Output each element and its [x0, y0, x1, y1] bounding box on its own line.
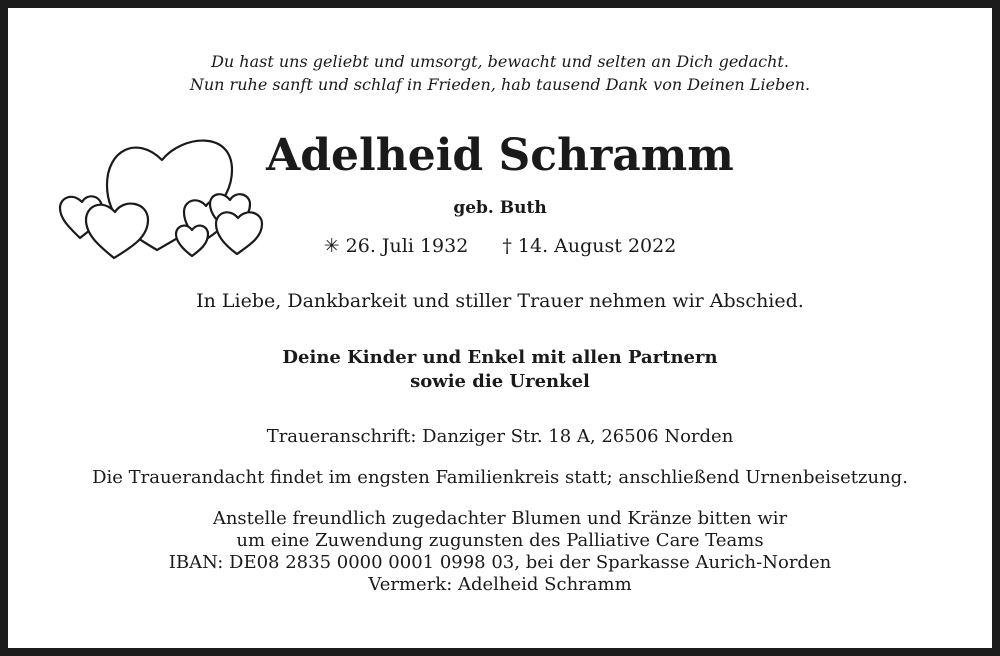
- poem: [0, 50, 1000, 96]
- service-info: Die Trauerandacht findet im engsten Familienkreis statt; anschließend Urnenbeisetzung.: [92, 467, 908, 488]
- donation-line-3: IBAN: DE08 2835 0000 0001 0998 03, bei der Sparkasse Aurich-Norden: [168, 552, 832, 573]
- donation-request: [0, 508, 1000, 596]
- poem-line-1: Du hast uns geliebt und umsorgt, bewacht und selten an Dich gedacht.: [211, 52, 789, 71]
- donation-line-1: Anstelle freundlich zugedachter Blumen und Kränze bitten wir: [212, 508, 788, 529]
- mourners: [0, 346, 1000, 394]
- mourners-line-2: sowie die Urenkel: [410, 371, 590, 392]
- poem-line-2: Nun ruhe sanft und schlaf in Frieden, hab tausend Dank von Deinen Lieben.: [189, 75, 811, 94]
- death-date: † 14. August 2022: [502, 235, 677, 257]
- donation-line-2: um eine Zuwendung zugunsten des Palliative Care Teams: [236, 530, 764, 551]
- mourners-line-1: Deine Kinder und Enkel mit allen Partnern: [282, 347, 718, 368]
- maiden-name: geb. Buth: [453, 198, 547, 218]
- birth-date: ✳ 26. Juli 1932: [323, 235, 469, 257]
- mourning-address: Traueranschrift: Danziger Str. 18 A, 26506 Norden: [266, 426, 734, 447]
- life-dates: [0, 235, 1000, 257]
- deceased-name: Adelheid Schramm: [266, 130, 734, 181]
- farewell-text: In Liebe, Dankbarkeit und stiller Trauer nehmen wir Abschied.: [196, 290, 804, 312]
- donation-line-4: Vermerk: Adelheid Schramm: [368, 574, 632, 595]
